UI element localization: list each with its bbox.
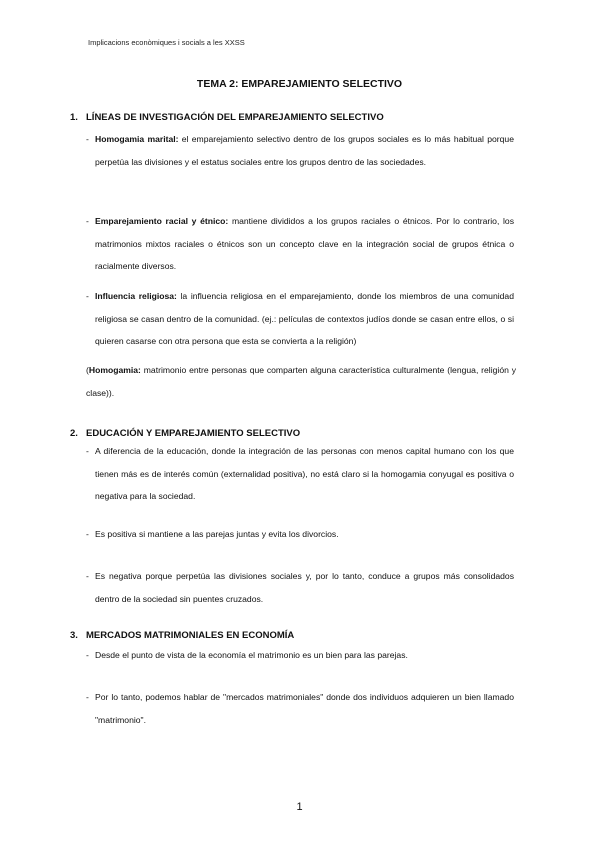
note-term: Homogamia: xyxy=(88,365,141,375)
item-term: Influencia religiosa: xyxy=(95,291,177,301)
bullet-dash: - xyxy=(86,571,89,581)
section-1-title: LÍNEAS DE INVESTIGACIÓN DEL EMPAREJAMIENTO SELECTIVO xyxy=(86,112,384,123)
page-number: 1 xyxy=(296,801,303,813)
item-text: mantiene divididos a los grupos raciales o étnicos. Por lo contrario, los matrimonios mixtos raciales o étnicos son un concepto clave en la integración social de grupos étnica o racialmente diversos. xyxy=(95,216,514,271)
section-2-number: 2. xyxy=(70,428,78,439)
section-2-heading xyxy=(70,428,300,439)
bullet-dash: - xyxy=(86,692,89,702)
item-text: Es negativa porque perpetúa las divisiones sociales y, por lo tanto, conduce a grupos más consolidados dentro de la sociedad sin puentes cruzados. xyxy=(95,571,514,604)
section-1-number: 1. xyxy=(70,112,78,123)
item-text: Desde el punto de vista de la economía el matrimonio es un bien para las parejas. xyxy=(95,650,408,660)
bullet-dash: - xyxy=(86,529,89,539)
bullet-dash: - xyxy=(86,650,89,660)
bullet-dash: - xyxy=(86,446,89,456)
list-item xyxy=(86,523,514,546)
section-3-heading xyxy=(70,630,294,641)
bullet-dash: - xyxy=(86,134,89,144)
list-item xyxy=(86,440,514,508)
section-3-number: 3. xyxy=(70,630,78,641)
note-open-paren: ( xyxy=(86,365,89,375)
list-item xyxy=(86,686,514,731)
section-2-title: EDUCACIÓN Y EMPAREJAMIENTO SELECTIVO xyxy=(86,428,301,439)
bullet-dash: - xyxy=(86,216,89,226)
item-text: Por lo tanto, podemos hablar de "mercados matrimoniales" donde dos individuos adquieren un bien llamado "matrimonio". xyxy=(95,692,514,725)
bullet-dash: - xyxy=(86,291,89,301)
item-text: la influencia religiosa en el emparejamiento, donde los miembros de una comunidad religiosa se casan dentro de la comunidad. (ej.: películas de contextos judíos donde se casan entre ellos, o si quieren casarse con otra persona que esta se convierta a la religión) xyxy=(95,291,514,346)
item-text: Es positiva si mantiene a las parejas juntas y evita los divorcios. xyxy=(95,529,339,539)
section-1-heading xyxy=(70,112,384,123)
homogamia-note xyxy=(86,359,516,404)
item-term: Homogamia marital: xyxy=(95,134,179,144)
document-title: TEMA 2: EMPAREJAMIENTO SELECTIVO xyxy=(196,78,403,90)
list-item xyxy=(86,285,514,353)
running-header: Implicacions econòmiques i socials a les XXSS xyxy=(88,38,245,47)
list-item xyxy=(86,565,514,610)
item-text: el emparejamiento selectivo dentro de los grupos sociales es lo más habitual porque perpetúa las divisiones y el estatus sociales entre los grupos dentro de las sociedades. xyxy=(95,134,514,167)
note-text: matrimonio entre personas que comparten alguna característica culturalmente (lengua, religión y clase)). xyxy=(86,365,516,398)
list-item xyxy=(86,210,514,278)
list-item xyxy=(86,128,514,173)
item-text: A diferencia de la educación, donde la integración de las personas con menos capital humano con los que tienen más es de interés común (externalidad positiva), no está claro si la homogamia conyugal es positiva o negativa para la sociedad. xyxy=(95,446,514,501)
item-term: Emparejamiento racial y étnico: xyxy=(95,216,229,226)
section-3-title: MERCADOS MATRIMONIALES EN ECONOMÍA xyxy=(86,630,295,641)
list-item xyxy=(86,644,514,667)
